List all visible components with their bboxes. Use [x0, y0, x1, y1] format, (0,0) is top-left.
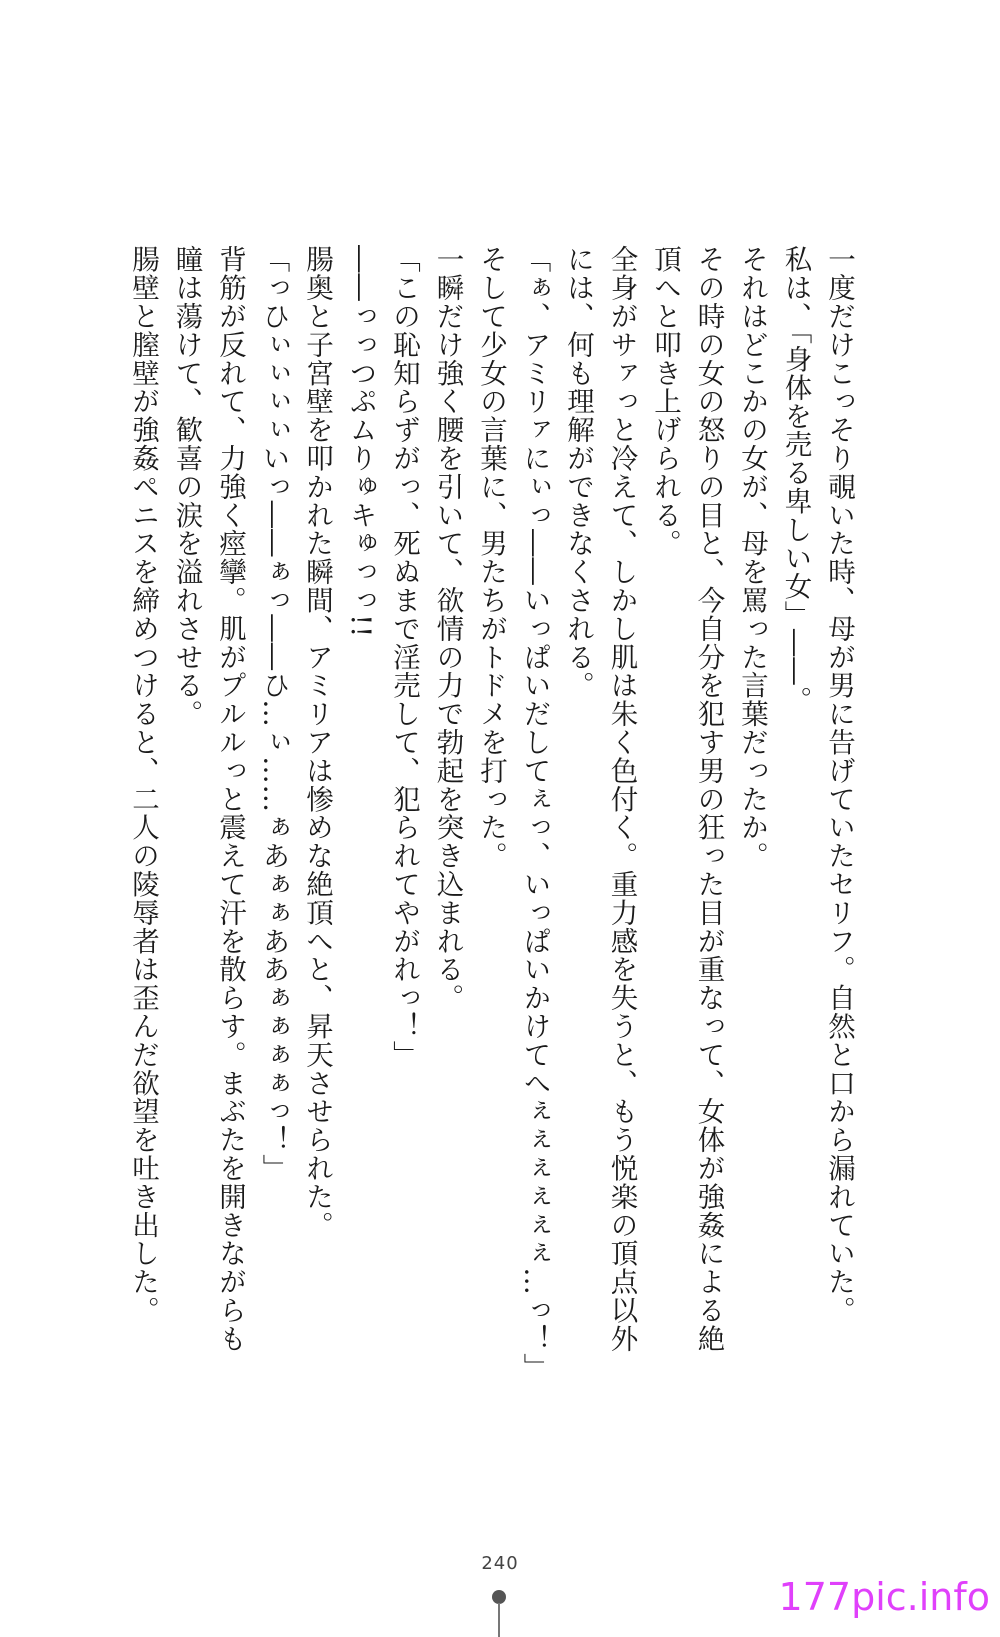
page-number: 240	[481, 1553, 519, 1574]
text-line: 一瞬だけ強く腰を引いて、欲情の力で勃起を突き込まれる。	[431, 245, 464, 1012]
text-line: それはどこかの女が、母を罵った言葉だったか。	[736, 245, 768, 870]
text-line: 「ぁ、アミリァにぃっ――いっぱいだしてぇっ、いっぱいかけてへぇぇぇぇぇぇ…っ！」	[518, 245, 551, 1381]
body-text	[120, 245, 860, 1400]
text-line: には、何も理解ができなくされる。	[562, 245, 594, 700]
text-line: 頂へと叩き上げられる。	[649, 245, 681, 558]
text-line: 「っひぃぃぃぃいっ――ぁっ――ひ…ぃ……ぁあぁぁああぁぁぁぁっ！」	[257, 245, 290, 1183]
text-line: 全身がサァっと冷えて、しかし肌は朱く色付く。重力感を失うと、もう悦楽の頂点以外	[605, 245, 638, 1353]
page-marker-line	[498, 1603, 500, 1637]
text-line: 瞳は蕩けて、歓喜の涙を溢れさせる。	[170, 245, 203, 728]
watermark: 177pic.info	[778, 1575, 990, 1619]
text-line: 腸奥と子宮壁を叩かれた瞬間、アミリアは惨めな絶頂へと、昇天させられた。	[301, 245, 333, 1239]
text-line: その時の女の怒りの目と、今自分を犯す男の狂った目が重なって、女体が強姦による絶	[692, 245, 725, 1353]
text-line: 腸壁と膣壁が強姦ペニスを締めつけると、二人の陵辱者は歪んだ欲望を吐き出した。	[127, 245, 159, 1325]
page-marker-dot	[492, 1590, 506, 1604]
text-line: 一度だけこっそり覗いた時、母が男に告げていたセリフ。自然と口から漏れていた。	[823, 245, 855, 1325]
text-line: 「この恥知らずがっ、死ぬまで淫売して、犯られてやがれっ！」	[388, 245, 420, 1069]
text-line: 私は、「身体を売る卑しい女」――。	[779, 245, 812, 715]
text-line: 背筋が反れて、力強く痙攣。肌がプルルっと震えて汗を散らす。まぶたを開きながらも	[214, 245, 246, 1353]
text-line: そして少女の言葉に、男たちがトドメを打った。	[475, 245, 507, 870]
text-line: ――っっつぷムりゅキゅっっ!!	[344, 245, 377, 639]
